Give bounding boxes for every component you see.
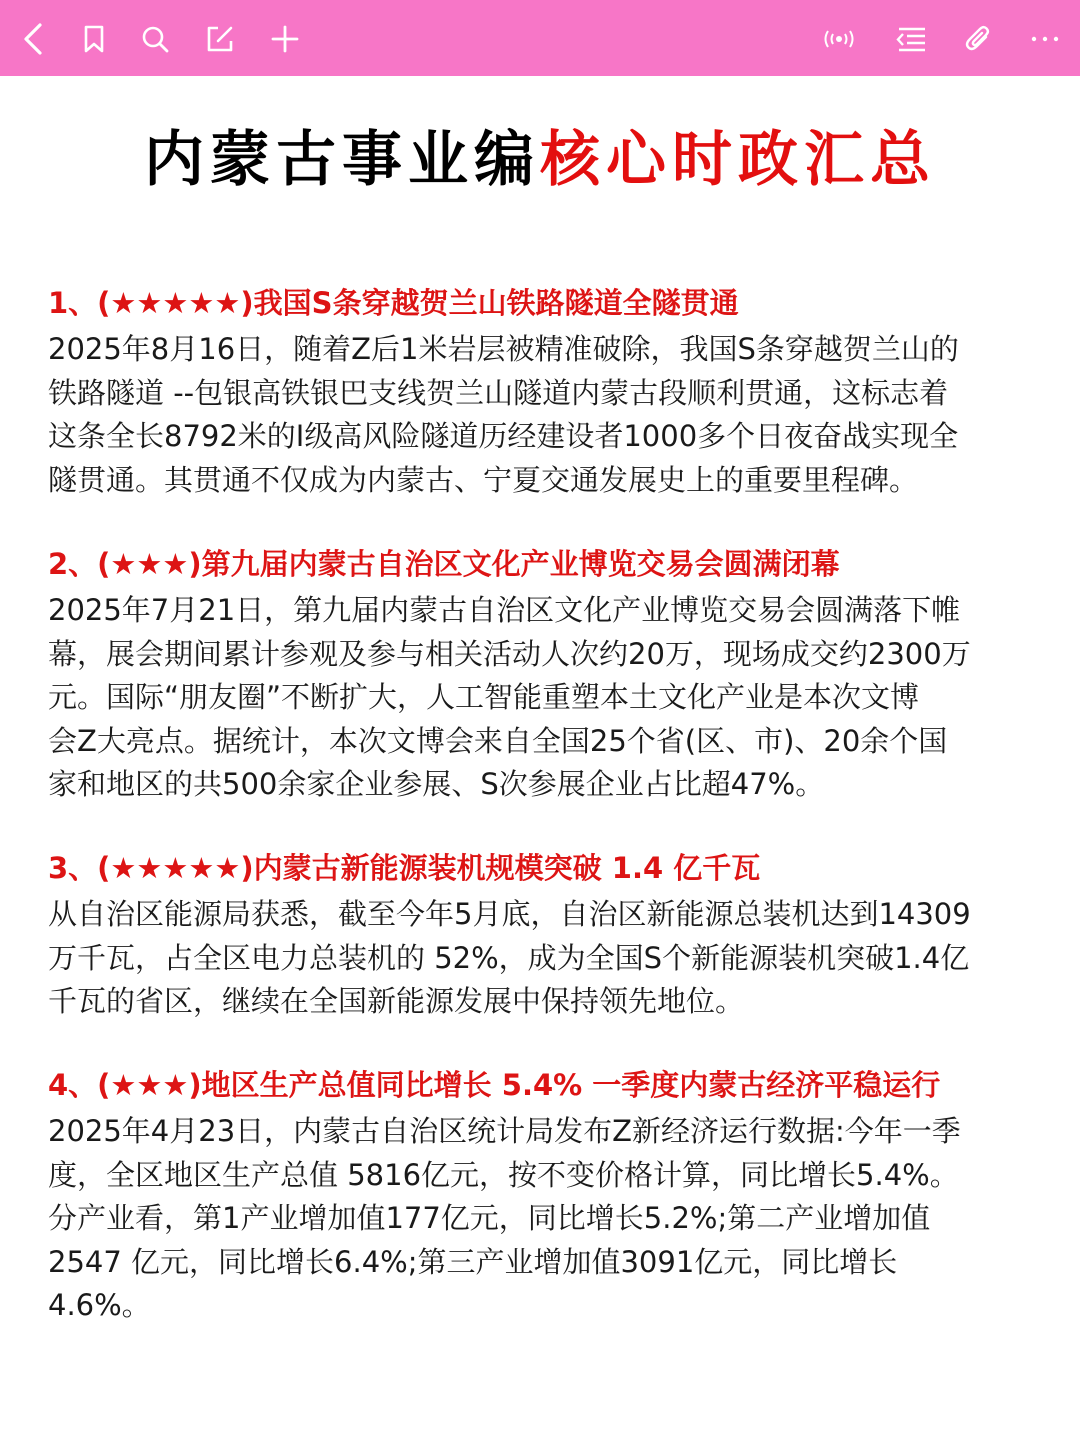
top-toolbar [0, 0, 1080, 76]
add-icon[interactable] [268, 22, 302, 56]
search-icon[interactable] [138, 22, 172, 56]
news-body [48, 589, 1038, 807]
news-line: 2025年8月16日，随着Z后1米岩层被精准破除，我国S条穿越贺兰山的 [48, 332, 959, 366]
news-line: 隧贯通。其贯通不仅成为内蒙古、宁夏交通发展史上的重要里程碑。 [48, 462, 919, 497]
news-line: 4.6%。 [48, 1288, 151, 1322]
outline-icon[interactable] [894, 22, 928, 56]
news-body [48, 328, 1038, 502]
news-line: 幕，展会期间累计参观及参与相关活动人次约20万，现场成交约2300万 [48, 636, 971, 671]
news-line: 2025年4月23日，内蒙古自治区统计局发布Z新经济运行数据:今年一季 [48, 1114, 961, 1148]
title-part-black: 内蒙古事业编 [144, 125, 540, 195]
news-line: 度，全区地区生产总值 5816亿元，按不变价格计算，同比增长5.4%。 [48, 1157, 959, 1192]
back-icon[interactable] [18, 22, 52, 56]
news-line: 元。国际“朋友圈”不断扩大，人工智能重塑本土文化产业是本次文博 [48, 680, 920, 714]
attachment-icon[interactable] [962, 22, 996, 56]
news-line: 会Z大亮点。据统计，本次文博会来自全国25个省(区、市)、20余个国 [48, 723, 948, 758]
news-body [48, 1110, 1038, 1328]
news-item-4 [48, 1068, 1038, 1328]
news-heading: 3、(★★★★★)内蒙古新能源装机规模突破 1.4 亿千瓦 [48, 851, 761, 885]
news-line: 从自治区能源局获悉，截至今年5月底，自治区新能源总装机达到14309 [48, 897, 971, 931]
news-heading: 2、(★★★)第九届内蒙古自治区文化产业博览交易会圆满闭幕 [48, 547, 840, 581]
news-line: 家和地区的共500余家企业参展、S次参展企业占比超47%。 [48, 767, 825, 801]
news-body [48, 893, 1038, 1024]
news-line: 分产业看，第1产业增加值177亿元，同比增长5.2%;第二产业增加值 [48, 1201, 931, 1235]
news-item-2 [48, 547, 1038, 807]
news-line: 万千瓦，占全区电力总装机的 52%，成为全国S个新能源装机突破1.4亿 [48, 940, 970, 975]
news-line: 2025年7月21日，第九届内蒙古自治区文化产业博览交易会圆满落下帷 [48, 593, 961, 627]
bookmark-icon[interactable] [77, 22, 111, 56]
news-heading: 4、(★★★)地区生产总值同比增长 5.4% 一季度内蒙古经济平稳运行 [48, 1068, 941, 1102]
news-line: 这条全长8792米的I级高风险隧道历经建设者1000多个日夜奋战实现全 [48, 419, 959, 453]
page-title [0, 118, 1080, 202]
news-line: 铁路隧道 --包银高铁银巴支线贺兰山隧道内蒙古段顺利贯通，这标志着 [48, 375, 949, 410]
news-line: 千瓦的省区，继续在全国新能源发展中保持领先地位。 [48, 984, 745, 1018]
more-icon[interactable] [1028, 22, 1062, 56]
edit-icon[interactable] [203, 22, 237, 56]
broadcast-icon[interactable] [822, 22, 856, 56]
news-line: 2547 亿元，同比增长6.4%;第三产业增加值3091亿元，同比增长 [48, 1244, 898, 1279]
news-item-3 [48, 851, 1038, 1024]
title-part-red: 核心时政汇总 [540, 125, 936, 195]
news-heading: 1、(★★★★★)我国S条穿越贺兰山铁路隧道全隧贯通 [48, 286, 739, 320]
news-item-1 [48, 286, 1038, 502]
